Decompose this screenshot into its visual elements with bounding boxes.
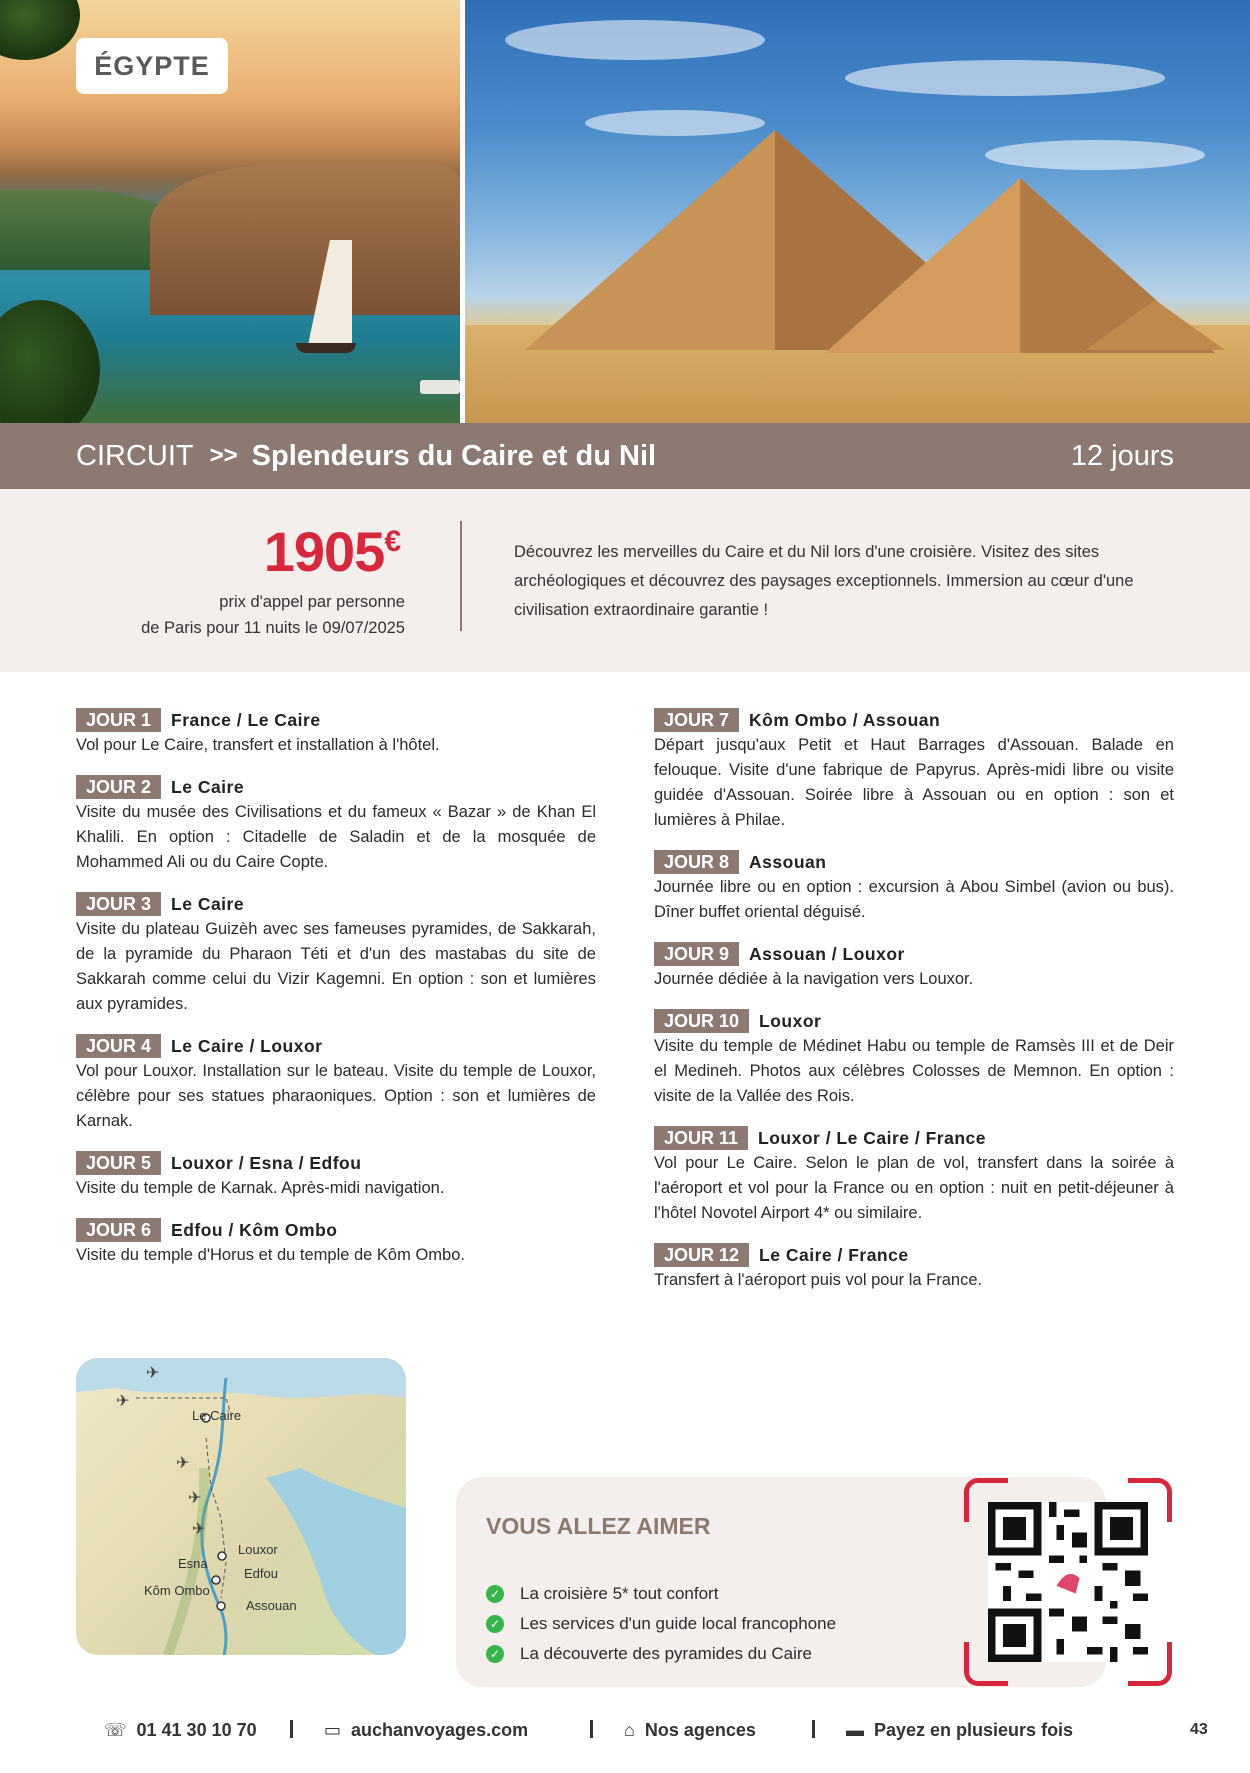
day-header <box>76 1218 596 1242</box>
day-header <box>654 1009 1174 1033</box>
day-tag: JOUR 1 <box>76 708 161 732</box>
day-route: Louxor <box>759 1010 822 1031</box>
svg-text:✈: ✈ <box>192 1521 206 1538</box>
itinerary-day <box>654 708 1174 833</box>
qr-code-frame[interactable] <box>964 1478 1172 1686</box>
itinerary-day <box>654 1126 1174 1226</box>
itinerary-day <box>76 1151 596 1201</box>
highlights-list <box>486 1579 836 1669</box>
itinerary-day <box>654 942 1174 992</box>
highlight-item <box>486 1609 836 1639</box>
day-route: France / Le Caire <box>171 709 321 730</box>
map-label-cairo: Le Caire <box>192 1408 242 1423</box>
day-description: Journée libre ou en option : excursion à Abou Simbel (avion ou bus). Dîner buffet oriental déguisé. <box>654 878 1174 921</box>
map-label-aswan: Assouan <box>246 1598 297 1613</box>
day-tag: JOUR 5 <box>76 1151 161 1175</box>
map-label-luxor: Louxor <box>238 1542 278 1557</box>
day-tag: JOUR 12 <box>654 1243 749 1267</box>
footer-phone[interactable] <box>104 1712 257 1748</box>
footer-payment[interactable] <box>846 1712 1073 1748</box>
footer-agencies[interactable] <box>624 1712 756 1748</box>
day-route: Le Caire <box>171 893 245 914</box>
circuit-title: Splendeurs du Caire et du Nil <box>251 439 657 472</box>
highlight-text: Les services d'un guide local francophone <box>520 1614 837 1633</box>
day-route: Le Caire / France <box>759 1244 909 1265</box>
itinerary-day <box>76 708 596 758</box>
day-tag: JOUR 7 <box>654 708 739 732</box>
day-tag: JOUR 11 <box>654 1126 748 1150</box>
map-label-edfou: Edfou <box>244 1566 278 1581</box>
hero-images <box>0 0 1250 423</box>
itinerary-day <box>76 1034 596 1134</box>
price-divider <box>460 521 462 631</box>
check-icon: ✓ <box>486 1585 504 1603</box>
price-amount: 1905€ <box>263 520 400 583</box>
day-description: Vol pour Louxor. Installation sur le bateau. Visite du temple de Louxor, célèbre pour ses statues pharaoniques. Option : son et lumières de Karnak. <box>76 1062 596 1130</box>
day-description: Vol pour Le Caire. Selon le plan de vol, transfert dans la soirée à l'aéroport et vol pour la France ou en option : nuit en petit-déjeuner à l'hôtel Novotel Airport 4* ou similaire. <box>654 1154 1174 1222</box>
footer-bar <box>0 1712 1250 1748</box>
check-icon: ✓ <box>486 1615 504 1633</box>
map-label-esna: Esna <box>178 1556 208 1571</box>
card-icon: ▬ <box>846 1719 864 1740</box>
price-note-line2: de Paris pour 11 nuits le 09/07/2025 <box>141 619 405 637</box>
day-header <box>654 1126 1174 1150</box>
itinerary-day <box>654 850 1174 925</box>
itinerary-day <box>654 1243 1174 1293</box>
map-label-kom-ombo: Kôm Ombo <box>144 1583 210 1598</box>
day-header <box>76 892 596 916</box>
footer-website[interactable] <box>324 1712 528 1748</box>
day-description: Visite du plateau Guizèh avec ses fameuses pyramides, de Sakkarah, de la pyramide du Pharaon Téti et d'un des mastabas du site de Sakkarah comme celui du Vizir Kagemni. En option : son et lumières aux pyramides. <box>76 920 596 1013</box>
day-tag: JOUR 9 <box>654 942 739 966</box>
day-tag: JOUR 2 <box>76 775 161 799</box>
price-note-line1: prix d'appel par personne <box>219 593 405 611</box>
svg-text:✈: ✈ <box>116 1393 130 1410</box>
day-header <box>654 942 1174 966</box>
day-header <box>76 1034 596 1058</box>
footer-payment-text: Payez en plusieurs fois <box>874 1719 1074 1740</box>
day-route: Louxor / Le Caire / France <box>758 1127 986 1148</box>
itinerary-day <box>654 1009 1174 1109</box>
itinerary-day <box>76 775 596 875</box>
price-currency: € <box>384 525 400 558</box>
day-tag: JOUR 10 <box>654 1009 749 1033</box>
country-tag: ÉGYPTE <box>76 38 228 94</box>
price-note <box>60 589 405 641</box>
page-number: 43 <box>1190 1721 1208 1738</box>
svg-text:✈: ✈ <box>146 1365 160 1382</box>
day-description: Visite du temple de Karnak. Après-midi navigation. <box>76 1179 445 1197</box>
day-description: Visite du musée des Civilisations et du fameux « Bazar » de Khan El Khalili. En option : Citadelle de Saladin et de la mosquée de Mohammed Ali ou du Caire Copte. <box>76 803 596 871</box>
footer-separator <box>812 1720 815 1738</box>
day-tag: JOUR 4 <box>76 1034 161 1058</box>
day-header <box>654 1243 1174 1267</box>
day-description: Transfert à l'aéroport puis vol pour la France. <box>654 1271 983 1289</box>
day-route: Louxor / Esna / Edfou <box>171 1152 362 1173</box>
day-description: Visite du temple de Médinet Habu ou temple de Ramsès III et de Deir el Medineh. Photos aux célèbres Colosses de Memnon. En option : visite de la Vallée des Rois. <box>654 1037 1174 1105</box>
double-chevron-icon: >> <box>209 442 238 469</box>
itinerary-day <box>76 1218 596 1268</box>
footer-phone-text: 01 41 30 10 70 <box>136 1719 257 1740</box>
highlights-title: VOUS ALLEZ AIMER <box>486 1513 711 1539</box>
day-tag: JOUR 8 <box>654 850 739 874</box>
intro-text: Découvrez les merveilles du Caire et du Nil lors d'une croisière. Visitez des sites archéologiques et découvrez des paysages exceptionnels. Immersion au cœur d'une civilisation extraordinaire garantie ! <box>514 543 1134 619</box>
day-route: Le Caire / Louxor <box>171 1035 323 1056</box>
footer-separator <box>290 1720 293 1738</box>
highlight-item <box>486 1579 836 1609</box>
itinerary-right-column <box>654 708 1174 1310</box>
day-header <box>654 850 1174 874</box>
svg-text:✈: ✈ <box>188 1490 202 1507</box>
day-route: Assouan <box>749 851 827 872</box>
qr-code[interactable] <box>988 1502 1148 1662</box>
price-panel <box>0 489 1250 672</box>
day-header <box>76 1151 596 1175</box>
circuit-title-band <box>0 423 1250 489</box>
day-description: Vol pour Le Caire, transfert et installation à l'hôtel. <box>76 736 440 754</box>
itinerary-day <box>76 892 596 1017</box>
day-route: Edfou / Kôm Ombo <box>171 1219 338 1240</box>
highlight-text: La découverte des pyramides du Caire <box>520 1644 812 1663</box>
giza-pyramids-image <box>465 0 1250 423</box>
day-description: Départ jusqu'aux Petit et Haut Barrages d'Assouan. Balade en felouque. Visite d'une fabrique de Papyrus. Après-midi libre ou visite guidée d'Assouan. Soirée libre à Assouan ou en option : son et lumières à Philae. <box>654 736 1174 829</box>
route-map <box>76 1358 406 1655</box>
nile-felucca-image <box>0 0 460 423</box>
check-icon: ✓ <box>486 1645 504 1663</box>
circuit-duration: 12 jours <box>1070 439 1174 472</box>
day-route: Assouan / Louxor <box>749 943 905 964</box>
itinerary-left-column <box>76 708 596 1285</box>
home-icon: ⌂ <box>624 1719 635 1740</box>
svg-text:✈: ✈ <box>176 1455 190 1472</box>
day-description: Visite du temple d'Horus et du temple de Kôm Ombo. <box>76 1246 465 1264</box>
highlight-item <box>486 1639 836 1669</box>
footer-website-text: auchanvoyages.com <box>351 1719 529 1740</box>
day-tag: JOUR 3 <box>76 892 161 916</box>
day-header <box>76 775 596 799</box>
day-route: Kôm Ombo / Assouan <box>749 709 941 730</box>
footer-agencies-text: Nos agences <box>644 1719 756 1740</box>
day-description: Journée dédiée à la navigation vers Louxor. <box>654 970 974 988</box>
day-tag: JOUR 6 <box>76 1218 161 1242</box>
highlight-text: La croisière 5* tout confort <box>520 1584 719 1603</box>
day-header <box>654 708 1174 732</box>
phone-icon: ☏ <box>104 1719 127 1740</box>
footer-separator <box>590 1720 593 1738</box>
day-route: Le Caire <box>171 776 245 797</box>
monitor-icon: ▭ <box>324 1719 342 1740</box>
day-header <box>76 708 596 732</box>
circuit-label: CIRCUIT <box>76 439 194 472</box>
